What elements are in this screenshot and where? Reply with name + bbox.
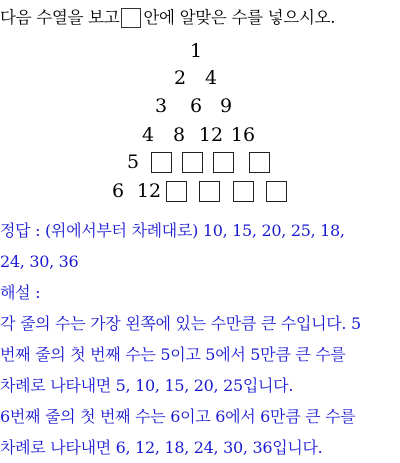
triangle-number: 12: [198, 124, 224, 146]
answer-explanation: [0, 215, 400, 463]
triangle-number: 8: [172, 124, 186, 146]
triangle-number: 4: [141, 124, 155, 146]
triangle-number: 16: [230, 124, 256, 146]
triangle-number: 12: [136, 180, 162, 202]
triangle-number: 1: [189, 40, 203, 62]
triangle-row-3: [0, 93, 400, 119]
explanation-line: 6번째 줄의 첫 번째 수는 6이고 6에서 6만큼 큰 수를: [0, 407, 356, 426]
triangle-row-2: [0, 65, 400, 91]
triangle-number: 6: [189, 95, 203, 117]
triangle-number: 9: [219, 95, 233, 117]
explanation-heading: 해설 :: [0, 283, 41, 302]
triangle-number: 3: [154, 95, 168, 117]
triangle-number: 4: [204, 67, 218, 89]
explanation-line: 차례로 나타내면 6, 12, 18, 24, 30, 36입니다.: [0, 438, 323, 457]
triangle-number: 5: [126, 151, 140, 173]
answer-line: 정답 : (위에서부터 차례대로) 10, 15, 20, 25, 18,: [0, 221, 345, 240]
blank-box: [233, 181, 254, 202]
answer-line: 24, 30, 36: [0, 252, 79, 271]
blank-box: [213, 152, 234, 173]
blank-box: [182, 152, 203, 173]
explanation-line: 각 줄의 수는 가장 왼쪽에 있는 수만큼 큰 수입니다. 5: [0, 314, 361, 333]
blank-box: [266, 181, 287, 202]
triangle-row-1: [0, 38, 400, 64]
blank-box: [166, 181, 187, 202]
blank-box: [151, 152, 172, 173]
question-suffix: 안에 알맞은 수를 넣으시오.: [143, 8, 336, 27]
explanation-line: 번째 줄의 첫 번째 수는 5이고 5에서 5만큼 큰 수를: [0, 345, 346, 364]
blank-box-icon: [121, 8, 141, 28]
blank-box: [199, 181, 220, 202]
question-text: [0, 3, 400, 33]
triangle-row-5: [0, 149, 400, 175]
explanation-line: 차례로 나타내면 5, 10, 15, 20, 25입니다.: [0, 376, 294, 395]
triangle-row-6: [0, 178, 400, 204]
triangle-number: 2: [173, 67, 187, 89]
triangle-number: 6: [111, 180, 125, 202]
triangle-row-4: [0, 122, 400, 148]
blank-box: [249, 152, 270, 173]
question-prefix: 다음 수열을 보고: [0, 8, 120, 27]
